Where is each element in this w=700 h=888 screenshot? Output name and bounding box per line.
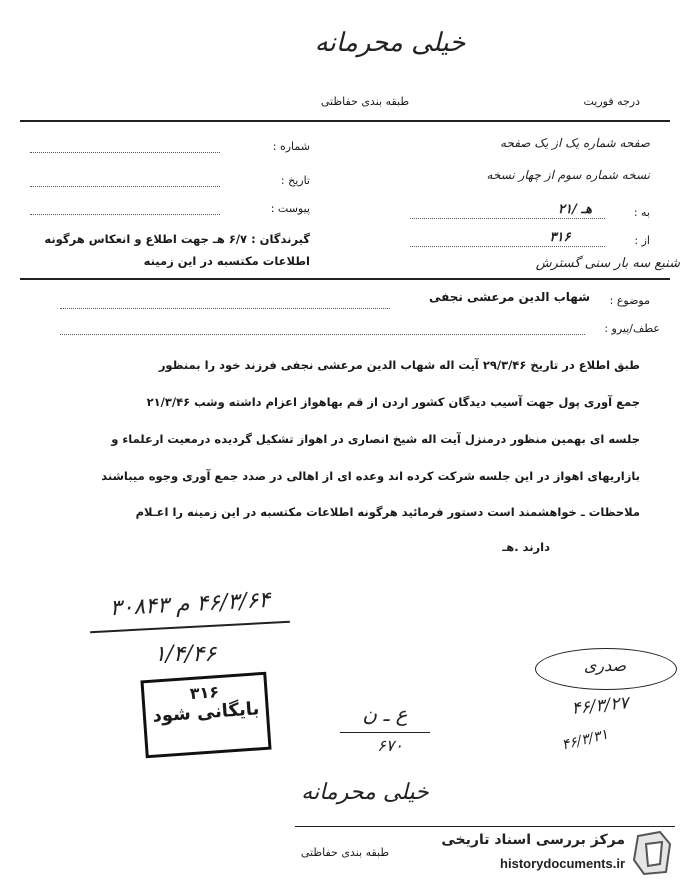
watermark-logo-icon	[630, 828, 676, 878]
watermark-title: مرکز بررسی اسناد تاریخی	[441, 832, 625, 848]
watermark-url: historydocuments.ir	[500, 856, 625, 871]
protection-label-top: طبقه بندی حفاظتی	[320, 95, 410, 108]
reference-dots	[60, 334, 585, 335]
footer-separator	[295, 826, 675, 827]
right-date: ۴۶/۳/۲۷	[570, 693, 630, 719]
middle-note-underline	[340, 732, 430, 733]
recipients-text: گیرندگان : ۶/۷ هـ جهت اطلاع و انعکاس هرگونه اطلاعات مکتسبه در این زمینه	[44, 232, 310, 268]
from-label: از :	[634, 234, 650, 247]
archive-number-underline	[90, 621, 290, 633]
archive-stamp	[140, 672, 271, 759]
number-label: شماره :	[272, 140, 310, 153]
protection-label-bottom: طبقه بندی حفاظتی	[300, 846, 390, 859]
stamp-number: ۳۱۶	[189, 682, 220, 704]
archive-number-line: ۴۶/۳/۶۴ م ۳۰۸۴۳	[109, 587, 271, 622]
from-value: ۳۱۶	[549, 230, 571, 245]
body-line-4: بازاریهای اهواز در این جلسه شرکت کرده اند وعده ای از اهالی در صدد جمع آوری وجوه میباشند	[101, 469, 640, 483]
body-line-6: دارند .هـ	[502, 540, 550, 554]
subject-value: شهاب الدین مرعشی نجفی	[428, 290, 590, 304]
copy-number-line: نسخه شماره سوم از چهار نسخه	[486, 168, 650, 182]
body-line-5: ملاحظات ـ خواهشمند است دستور فرمائید هرگونه اطلاعات مکتسبه در این زمینه را اعـلام	[135, 505, 640, 519]
body-line-3: جلسه ای بهمین منظور درمنزل آیت اله شیخ انصاری در اهواز تشکیل گردیده درمعیت ارعلماء و	[111, 432, 640, 446]
attachment-dots	[30, 214, 220, 215]
classification-top: خیلی محرمانه	[314, 28, 466, 58]
body-line-1: طبق اطلاع در تاریخ ۲۹/۳/۴۶ آیت اله شهاب الدین مرعشی نجفی فرزند خود را بمنظور	[158, 358, 640, 372]
archive-date-line: ۱/۴/۴۶	[153, 642, 217, 667]
date-dots	[30, 186, 220, 187]
subject-dots	[60, 308, 390, 309]
page-number-line: صفحه شماره یک از یک صفحه	[500, 136, 650, 150]
source-handwritten: شنبع سه بار سنی گسترش	[535, 256, 680, 271]
to-label: به :	[633, 206, 650, 219]
to-dots	[410, 218, 605, 219]
fields-separator	[20, 278, 670, 280]
stamp-text: بایگانی شود	[151, 698, 260, 727]
from-dots	[410, 246, 605, 247]
to-value: ۲۱/ هـ	[558, 202, 592, 217]
priority-label: درجه فوریت	[583, 95, 640, 108]
reference-label: عطف/پیرو :	[604, 322, 660, 335]
right-signature: ۴۶/۳/۳۱	[560, 726, 610, 754]
number-dots	[30, 152, 220, 153]
middle-number: ۶۷۰	[377, 736, 403, 755]
date-label: تاریخ :	[280, 174, 310, 187]
classification-bottom: خیلی محرمانه	[301, 780, 429, 805]
middle-note: ع ـ ن	[362, 702, 408, 726]
header-separator	[20, 120, 670, 122]
right-note: صدری	[583, 656, 627, 675]
body-line-2: جمع آوری پول جهت آسیب دیدگان کشور اردن از قم بهاهواز اعزام داشته وشب ۲۱/۳/۴۶	[146, 395, 640, 409]
subject-label: موضوع :	[609, 294, 650, 307]
attachment-label: پیوست :	[270, 202, 310, 215]
